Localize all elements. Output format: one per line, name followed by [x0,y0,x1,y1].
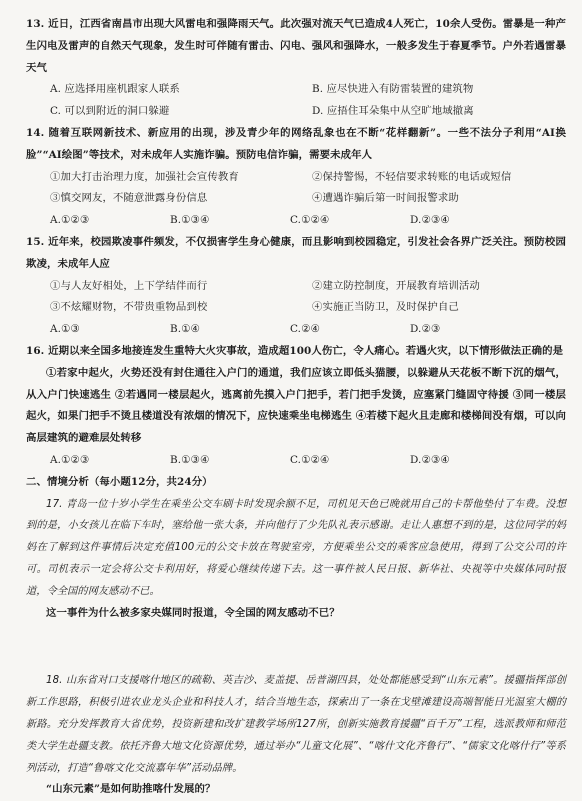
q14-statement-4: ④遭遇诈骗后第一时间报警求助 [312,192,459,205]
section-title: 二、情境分析（每小题12分，共24分） [26,475,213,488]
q15-option-a: A.①③ [50,323,80,336]
q14-options [26,210,566,232]
q15-options [26,319,566,341]
q14-statement-1: ①加大打击治理力度，加强社会宣传教育 [50,170,239,183]
q13-option-c: C. 可以到附近的洞口躲避 [50,105,170,118]
answer-space [26,624,566,670]
q18-question: “山东元素”是如何助推喀什发展的？ [46,783,216,796]
q15-stem: 15. 近年来，校园欺凌事件频发，不仅损害学生身心健康，而且影响到校园稳定，引发社会各界广泛关注。预防校园欺凌，未成年人应 [26,235,566,270]
q14-option-c: C.①②④ [290,214,330,227]
q15-statement-4: ④实施正当防卫，及时保护自己 [312,301,459,314]
q15-option-d: D.②③ [410,323,441,336]
q14-option-b: B.①③④ [170,214,210,227]
q17-case: 17. 青岛一位十岁小学生在乘坐公交车刷卡时发现余额不足，司机见天色已晚就用自己的卡帮他垫付了车费。没想到的是，小女孩儿在临下车时，塞给他一张大条，并向他行了少先队礼表示感谢。走让人惠想不到的是，这位同学的妈妈在了解到这件事情后决定充值100元的公交卡放在驾驶室旁，方便乘坐公交的乘客应急使用，得到了公交公司的许可。司机表示一定会将公交卡利用好，将爱心继续传递下去。这一事件被人民日报、新华社、央视等中央媒体同时报道，令全国的网友感动不已。 [26,498,566,597]
q16-stem: 16. 近期以来全国多地接连发生重特大火灾事故，造成超100人伤亡，令人痛心。若遇火灾，以下情形做法正确的是 [26,344,564,357]
q16-option-c: C.①②④ [290,453,330,466]
q13-stem: 13. 近日，江西省南昌市出现大风雷电和强降雨天气。此次强对流天气已造成4人死亡，10余人受伤。雷暴是一种产生闪电及雷声的自然天气现象，发生时可伴随有雷击、闪电、强风和强降水，一般多发生于春夏季节。户外若遇雷暴天气 [26,18,566,74]
q14-option-a: A.①②③ [50,214,90,227]
q16-option-d: D.②③④ [410,453,450,466]
q14-statement-3: ③慎交网友，不随意泄露身份信息 [50,192,208,205]
q16-body: ①若家中起火，火势还没有封住通往入户门的通道，我们应该立即低头猫腰，以躲避从天花板不断下沉的烟气，从入户门快速逃生 ②若遇同一楼层起火，逃离前先摸入户门把手，若门把手发烫，应塞紧门缝固守待援 ③同一楼层起火，如果门把手不烫且楼道没有浓烟的情况下，应快速乘坐电梯逃生 ④若楼下起火且走廊和楼梯间没有烟，可以向高层建筑的避难层处转移 [26,366,566,445]
q13-option-b: B. 应尽快进入有防雷装置的建筑物 [312,83,474,96]
q13-option-a: A. 应选择用座机跟家人联系 [50,83,180,96]
q15-statement-1: ①与人友好相处，上下学结伴而行 [50,279,208,292]
q14-statements [26,167,566,211]
q13-options [26,79,566,123]
q15-option-b: B.①④ [170,323,200,336]
q18-case: 18. 山东省对口支援喀什地区的疏勒、英吉沙、麦盖提、岳普湖四县，处处都能感受到“山东元素”。援疆指挥部创新工作思路，积极引进农业龙头企业和科技人才，结合当地生态，探索出了一条在戈壁滩建设高端智能日光温室大棚的新路。充分发挥教育大省优势，投资新建和改扩建教学场所127所，创新实施教育援疆“百千万”工程，选派教师和师范类大学生赴疆支教。依托齐鲁大地文化资源优势，通过举办“儿童文化展”、“喀什文化齐鲁行”、“儒家文化喀什行”等系列活动，打造“鲁喀文化交流嘉年华”活动品牌。 [26,675,566,774]
q16-options [26,450,566,472]
q14-stem: 14. 随着互联网新技术、新应用的出现，涉及青少年的网络乱象也在不断“花样翻新”。一些不法分子利用“AI换脸”“AI绘图”等技术，对未成年人实施诈骗。预防电信诈骗，需要未成年人 [26,126,566,161]
q15-statements [26,276,566,320]
q16-option-b: B.①③④ [170,453,210,466]
q14-statement-2: ②保持警惕，不轻信要求转账的电话或短信 [312,170,512,183]
q15-option-c: C.②④ [290,323,320,336]
q16-option-a: A.①②③ [50,453,90,466]
q15-statement-3: ③不炫耀财物，不带贵重物品到校 [50,301,208,314]
q15-statement-2: ②建立防控制度，开展教育培训活动 [312,279,480,292]
q14-option-d: D.②③④ [410,214,450,227]
q17-question: 这一事件为什么被多家央媒同时报道，令全国的网友感动不已？ [46,606,340,619]
q13-option-d: D. 应捂住耳朵集中从空旷地域撤离 [312,105,474,118]
